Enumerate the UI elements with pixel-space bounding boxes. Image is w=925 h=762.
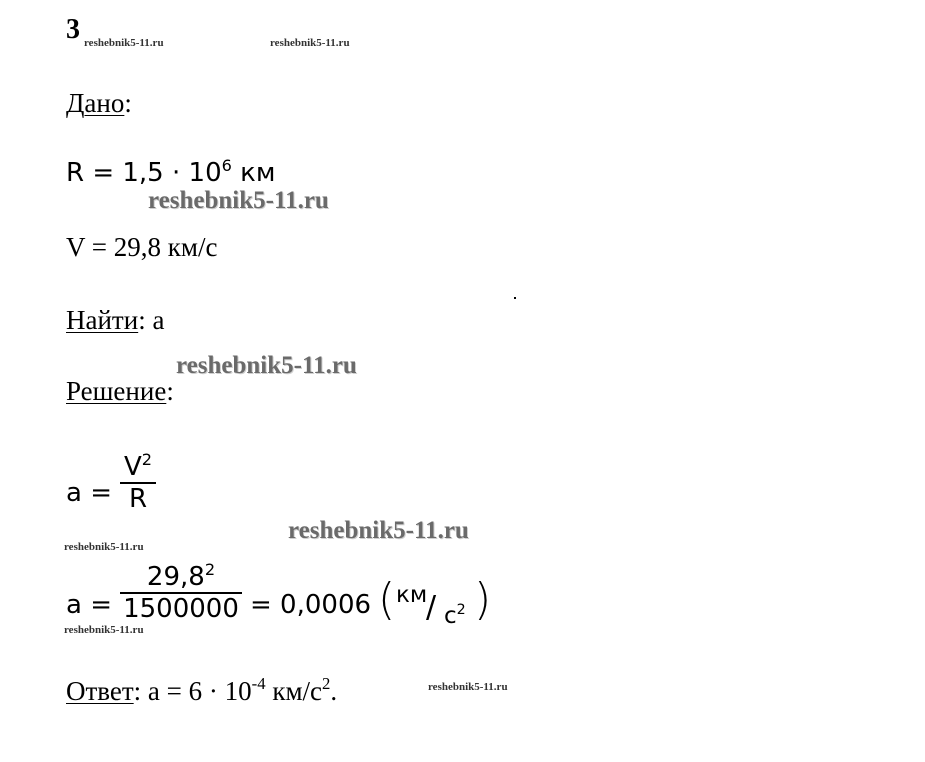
watermark: reshebnik5-11.ru <box>84 37 164 49</box>
calc-fraction <box>120 559 242 624</box>
solution-colon: : <box>166 376 174 406</box>
formula-denominator: R <box>128 484 148 514</box>
answer-exponent: -4 <box>251 674 266 694</box>
find-heading: Найти <box>66 305 139 335</box>
given-velocity: V = 29,8 км/с <box>66 232 218 262</box>
watermark: reshebnik5-11.ru <box>64 624 144 636</box>
unit-slash: / <box>426 590 437 625</box>
calc-numerator: 29,8$^2$ <box>146 559 216 592</box>
watermark: reshebnik5-11.ru <box>176 352 357 379</box>
problem-number: 3 <box>66 14 80 45</box>
given-radius <box>66 155 276 188</box>
stray-mark <box>514 297 516 299</box>
unit-open-paren: ( <box>378 574 396 625</box>
formula-lhs: a = <box>66 478 112 508</box>
watermark: reshebnik5-11.ru <box>428 681 508 693</box>
solution-heading-line <box>66 376 174 407</box>
find-line <box>66 305 164 336</box>
answer-line <box>66 676 337 707</box>
answer-unit-exponent: 2 <box>322 674 331 694</box>
watermark: reshebnik5-11.ru <box>270 37 350 49</box>
formula-fraction <box>120 449 156 514</box>
calc-lhs: a = <box>66 590 112 620</box>
given-colon: : <box>124 88 132 118</box>
watermark: reshebnik5-11.ru <box>288 517 469 544</box>
given-heading-line <box>66 88 132 119</box>
unit-denominator: $с^2$ <box>444 601 466 629</box>
radius-exponent: 6 <box>221 155 232 175</box>
solution-heading: Решение <box>66 376 167 406</box>
radius-value: R = 1,5 · 10 <box>66 158 222 188</box>
answer-unit: км/с <box>265 676 323 706</box>
calc-denominator: 1500000 <box>123 594 239 624</box>
find-target: : a <box>138 305 165 335</box>
unit-close-paren: ) <box>474 574 492 625</box>
answer-end: . <box>330 676 338 706</box>
answer-prefix: : a = 6 · 10 <box>133 676 252 706</box>
unit-numerator: км <box>396 582 428 608</box>
answer-heading: Ответ <box>66 676 134 706</box>
formula-numerator: $V^2$ <box>123 449 153 482</box>
calc-result: = 0,0006 <box>250 590 372 620</box>
watermark: reshebnik5-11.ru <box>64 541 144 553</box>
given-heading: Дано <box>66 88 125 118</box>
radius-unit: км <box>231 158 276 188</box>
watermark: reshebnik5-11.ru <box>148 187 329 214</box>
